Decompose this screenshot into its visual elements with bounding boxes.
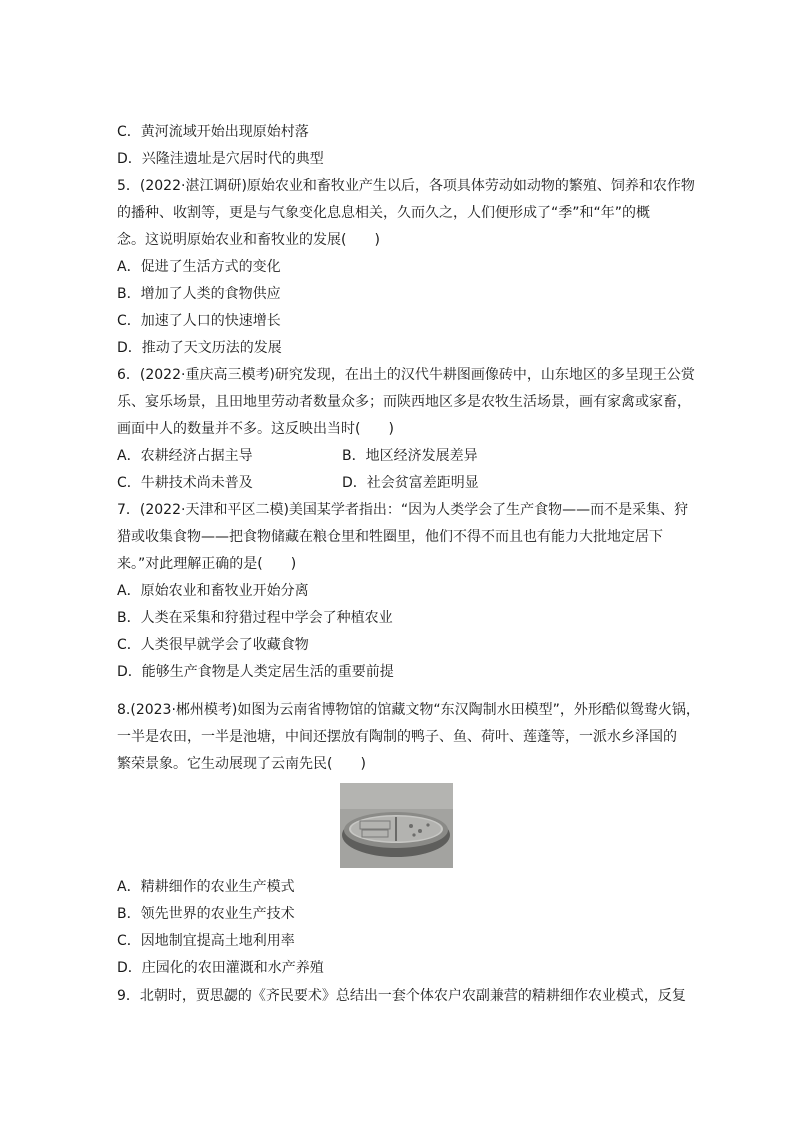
q8-option-a: A．精耕细作的农业生产模式 — [117, 879, 295, 895]
q6-option-a: A．农耕经济占据主导 — [117, 448, 253, 464]
pottery-paddy-field-model-photo — [340, 783, 453, 868]
q6-option-c: C．牛耕技术尚未普及 — [117, 475, 253, 491]
q8-stem-line-2: 一半是农田，一半是池塘，中间还摆放有陶制的鸭子、鱼、荷叶、莲蓬等，一派水乡泽国的 — [117, 729, 677, 745]
q7-option-b: B．人类在采集和狩猎过程中学会了种植农业 — [117, 610, 393, 626]
q6-stem-line-1: 6．(2022·重庆高三模考)研究发现，在出土的汉代牛耕图画像砖中，山东地区的多呈现王公赏 — [117, 367, 695, 383]
q5-stem-line-3: 念。这说明原始农业和畜牧业的发展( ) — [117, 232, 380, 248]
q7-option-c: C．人类很早就学会了收藏食物 — [117, 637, 309, 653]
q9-stem-line-1: 9．北朝时，贾思勰的《齐民要术》总结出一套个体农户农副兼营的精耕细作农业模式，反复 — [117, 988, 686, 1004]
q4-option-c: C．黄河流域开始出现原始村落 — [117, 124, 309, 140]
q6-stem-line-3: 画面中人的数量并不多。这反映出当时( ) — [117, 421, 394, 437]
q7-stem-line-1: 7．(2022·天津和平区二模)美国某学者指出：“因为人类学会了生产食物——而不是采集、狩 — [117, 502, 689, 518]
pottery-model-illustration — [340, 783, 453, 868]
q7-stem-line-2: 猎或收集食物——把食物储藏在粮仓里和牲圈里，他们不得不而且也有能力大批地定居下 — [117, 529, 663, 545]
q8-option-b: B．领先世界的农业生产技术 — [117, 906, 295, 922]
q8-option-c: C．因地制宜提高土地利用率 — [117, 933, 295, 949]
q6-stem-line-2: 乐、宴乐场景，且田地里劳动者数量众多；而陕西地区多是农牧生活场景，画有家禽或家畜， — [117, 394, 691, 410]
q5-stem-line-2: 的播种、收割等，更是与气象变化息息相关，久而久之，人们便形成了“季”和“年”的概 — [117, 205, 651, 221]
q5-option-b: B．增加了人类的食物供应 — [117, 286, 281, 302]
q7-option-d: D．能够生产食物是人类定居生活的重要前提 — [117, 664, 394, 680]
q5-stem-line-1: 5．(2022·湛江调研)原始农业和畜牧业产生以后，各项具体劳动如动物的繁殖、饲养和农作物 — [117, 178, 695, 194]
q6-option-b: B．地区经济发展差异 — [342, 448, 478, 464]
q7-option-a: A．原始农业和畜牧业开始分离 — [117, 583, 309, 599]
q5-option-c: C．加速了人口的快速增长 — [117, 313, 281, 329]
q6-option-d: D．社会贫富差距明显 — [342, 475, 479, 491]
q7-stem-line-3: 来。”对此理解正确的是( ) — [117, 556, 297, 572]
q8-stem-line-1: 8.(2023·郴州模考)如图为云南省博物馆的馆藏文物“东汉陶制水田模型”，外形酷似鸳鸯火锅， — [117, 702, 700, 718]
q8-option-d: D．庄园化的农田灌溉和水产养殖 — [117, 960, 324, 976]
q5-option-d: D．推动了天文历法的发展 — [117, 340, 282, 356]
q5-option-a: A．促进了生活方式的变化 — [117, 259, 281, 275]
q8-stem-line-3: 繁荣景象。它生动展现了云南先民( ) — [117, 756, 366, 772]
q4-option-d: D．兴隆洼遗址是穴居时代的典型 — [117, 151, 324, 167]
